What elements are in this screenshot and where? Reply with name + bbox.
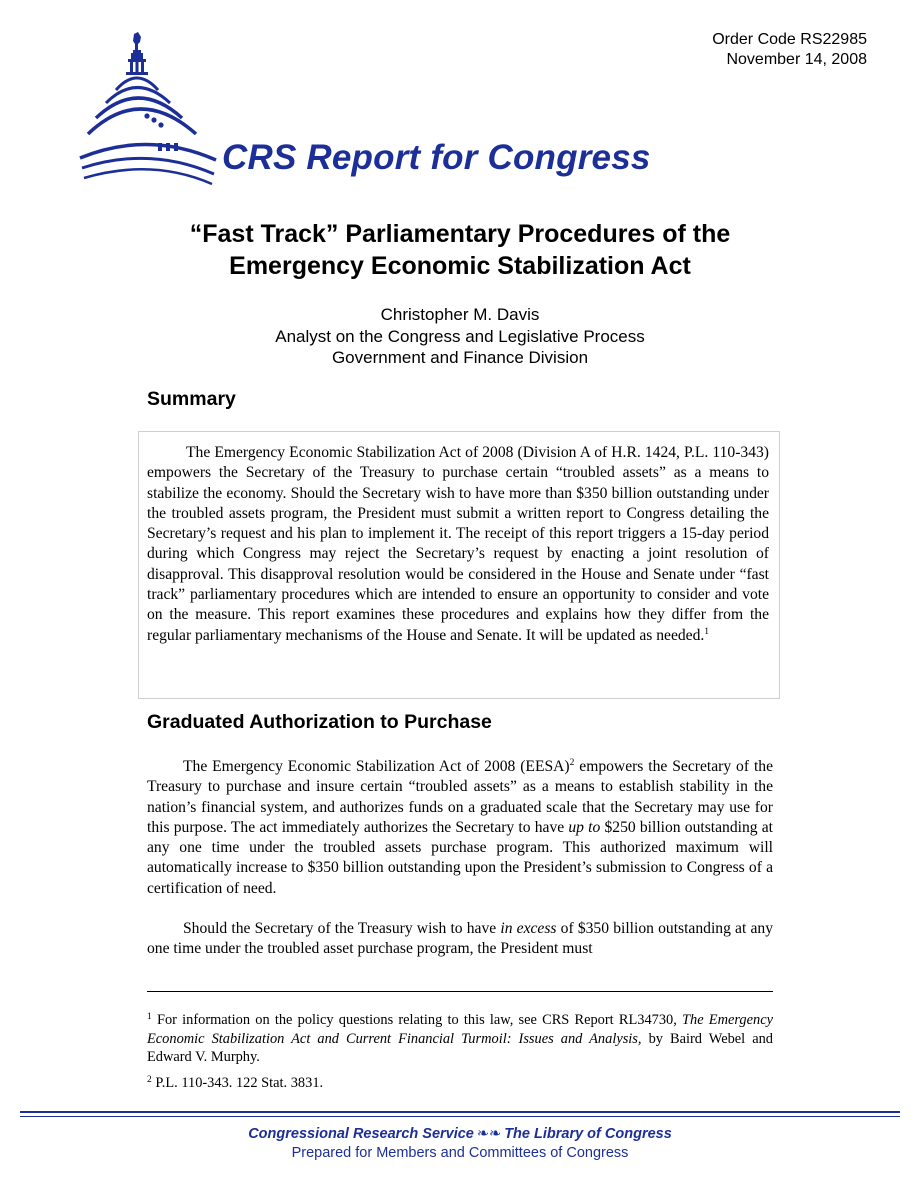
report-date: November 14, 2008 bbox=[726, 51, 867, 68]
author-name: Christopher M. Davis bbox=[380, 305, 540, 324]
para-2-text-b: of $350 billion outstanding at any one time under the troubled asset purchase program, the President must bbox=[147, 920, 773, 958]
footer-rule-thick bbox=[20, 1111, 900, 1113]
author-role: Analyst on the Congress and Legislative Process bbox=[275, 326, 645, 346]
footer-library: The Library of Congress bbox=[504, 1126, 672, 1142]
order-code: Order Code RS22985 bbox=[712, 31, 867, 48]
summary-body: The Emergency Economic Stabilization Act of 2008 (Division A of H.R. 1424, P.L. 110-343) empowers the Secretary of the Treasury to purchase certain “troubled assets” as a means to stabilize the economy. Should the Secretary wish to have more than $350 billion outstanding under the troubled assets program, the President must submit a written report to Congress detailing the Secretary’s request and his plan to implement it. The receipt of this report triggers a 15-day period during which Congress may reject the Secretary’s request by enacting a joint resolution of disapproval. This disapproval resolution would be considered in the House and Senate under “fast track” parliamentary procedures which are intended to ensure an opportunity to consider and vote on the measure. This report examines these procedures and explains how they differ from the regular parliamentary mechanisms of the House and Senate. It will be updated as needed. bbox=[147, 444, 769, 644]
footnote-1-text-a: For information on the policy questions relating to this law, see CRS Report RL34730, bbox=[151, 1012, 683, 1028]
footnote-2-text: P.L. 110-343. 122 Stat. 3831. bbox=[151, 1075, 324, 1091]
author-block bbox=[0, 304, 920, 369]
document-title bbox=[0, 218, 920, 282]
footnote-1-report-title: The Emergency Economic Stabilization Act and Current Financial Turmoil: Issues and Analysis, bbox=[147, 1012, 773, 1047]
author-division: Government and Finance Division bbox=[331, 348, 589, 367]
footer-crs: Congressional Research Service bbox=[248, 1126, 474, 1142]
title-line-1: “Fast Track” Parliamentary Procedures of the bbox=[189, 220, 731, 248]
para-2-emphasis: in excess bbox=[500, 920, 557, 937]
footnote-divider bbox=[147, 991, 773, 992]
fleuron-icon: ❧❧ bbox=[476, 1126, 502, 1142]
para-1-emphasis: up to bbox=[568, 818, 601, 836]
para-1-text-b: empowers the Secretary of the Treasury to purchase and insure certain “troubled assets” as a means to establish stability in the nation’s financial system, and authorizes funds on a graduated scale that the Secretary may use for this purpose. The act immediately authorizes the Secretary to have bbox=[147, 758, 774, 836]
para-1-text-c: $250 billion outstanding at any one time under the troubled assets purchase program. This authorized maximum will automatically increase to $350 billion outstanding upon the President’s submission to Congress of a certification of need. bbox=[147, 818, 773, 897]
footnote-ref-1[interactable]: 1 bbox=[704, 626, 710, 637]
footnote-2 bbox=[147, 1074, 773, 1093]
footer-prepared-line: Prepared for Members and Committees of Congress bbox=[291, 1145, 629, 1161]
capitol-dome-icon bbox=[78, 28, 218, 188]
footnote-1-text-b: by Baird Webel and Edward V. Murphy. bbox=[147, 1030, 773, 1065]
section-heading: Graduated Authorization to Purchase bbox=[147, 711, 492, 733]
summary-text bbox=[147, 443, 769, 646]
footnote-1 bbox=[147, 1011, 773, 1067]
body-paragraph-1 bbox=[147, 757, 773, 899]
footer-agency-line bbox=[0, 1126, 920, 1142]
order-code-block bbox=[712, 30, 867, 70]
footnote-2-number: 2 bbox=[147, 1075, 152, 1085]
crs-brand-title: CRS Report for Congress bbox=[222, 138, 651, 177]
body-paragraph-2 bbox=[147, 919, 773, 960]
para-2-text-a: Should the Secretary of the Treasury wish to have bbox=[183, 920, 501, 937]
footnote-ref-2[interactable]: 2 bbox=[569, 758, 575, 768]
title-line-2: Emergency Economic Stabilization Act bbox=[229, 252, 691, 280]
footer-rule-thin bbox=[20, 1116, 900, 1117]
summary-heading: Summary bbox=[147, 388, 236, 410]
footnote-1-number: 1 bbox=[147, 1012, 152, 1022]
para-1-text-a: The Emergency Economic Stabilization Act of 2008 (EESA) bbox=[183, 758, 570, 775]
